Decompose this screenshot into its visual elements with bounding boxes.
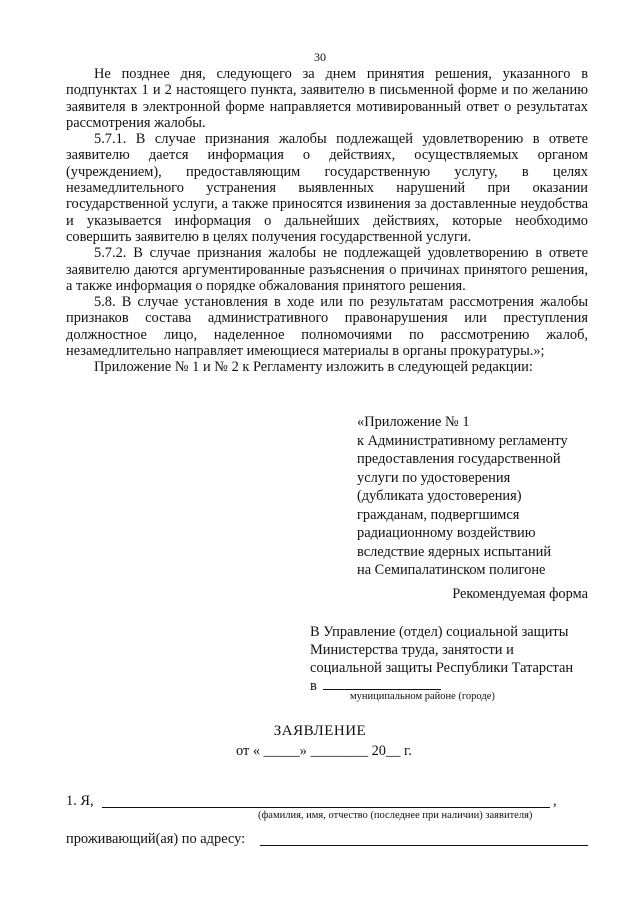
addressee-line: социальной защиты Республики Татарстан [310,660,574,676]
addressee-block [310,623,600,695]
appendix-line: радиационному воздействию [357,525,536,541]
addressee-line: В Управление (отдел) социальной защиты [310,624,569,640]
appendix-line: на Семипалатинском полигоне [357,562,546,578]
full-name-caption: (фамилия, имя, отчество (последнее при наличии) заявителя) [258,810,533,821]
addressee-line: Министерства труда, занятости и [310,642,514,658]
full-name-blank-field[interactable] [102,807,550,808]
district-blank-field[interactable] [323,677,441,690]
document-title: ЗАЯВЛЕНИЕ [273,723,367,739]
item1-prefix: 1. Я, [66,793,94,809]
paragraph-5-8: 5.8. В случае установления в ходе или по результатам рассмотрения жалобы признаков состава административного правонарушения или преступления должностное лицо, наделенное полномочиями по рассмотрению жалоб, незамедлительно направляет имеющиеся материалы в органы прокуратуры.»; [66,294,588,360]
appendix-line: вследствие ядерных испытаний [357,543,552,560]
paragraph-5-7-2: 5.7.2. В случае признания жалобы не подлежащей удовлетворению в ответе заявителю даются аргументированные разъяснения о причинах принятого решения, а также информация о порядке обжалования принятого решения. [66,245,588,294]
address-blank-field[interactable] [260,845,588,846]
appendix-line: предоставления государственной [357,451,561,467]
district-caption: муниципальном районе (городе) [350,691,495,702]
appendix-line: услуги по удостоверения [357,469,511,486]
address-label: проживающий(ая) по адресу: [66,831,246,847]
appendix-line: к Административному регламенту [357,432,568,449]
appendix-line: (дубликата удостоверения) [357,488,522,504]
appendix-header [357,413,588,580]
page-number: 30 [314,50,326,64]
appendix-line: «Приложение № 1 [357,414,470,430]
body-text [66,66,588,376]
paragraph-appendix-intro: Приложение № 1 и № 2 к Регламенту изложить в следующей редакции: [94,359,533,376]
addressee-prefix: в [310,678,317,694]
paragraph-5-7-1: 5.7.1. В случае признания жалобы подлежащей удовлетворению в ответе заявителю дается информация о действиях, осуществляемых органом (учреждением), предоставляющим государственную услугу, в целях незамедлительного устранения выявленных нарушений при оказании государственной услуги, а также приносятся извинения за доставленные неудобства и указывается информация о дальнейших действиях, которые необходимо совершить заявителю в целях получения государственной услуги. [66,131,588,245]
appendix-line: гражданам, подвергшимся [357,506,520,523]
paragraph-response-deadline: Не позднее дня, следующего за днем принятия решения, указанного в подпунктах 1 и 2 настоящего пункта, заявителю в письменной форме и по желанию заявителя в электронной форме направляется мотивированный ответ о результатах рассмотрения жалобы. [66,66,588,131]
item1-suffix: , [553,793,557,809]
date-line: от « _____» ________ 20__ г. [236,743,412,759]
recommended-form-label: Рекомендуемая форма [452,586,588,602]
